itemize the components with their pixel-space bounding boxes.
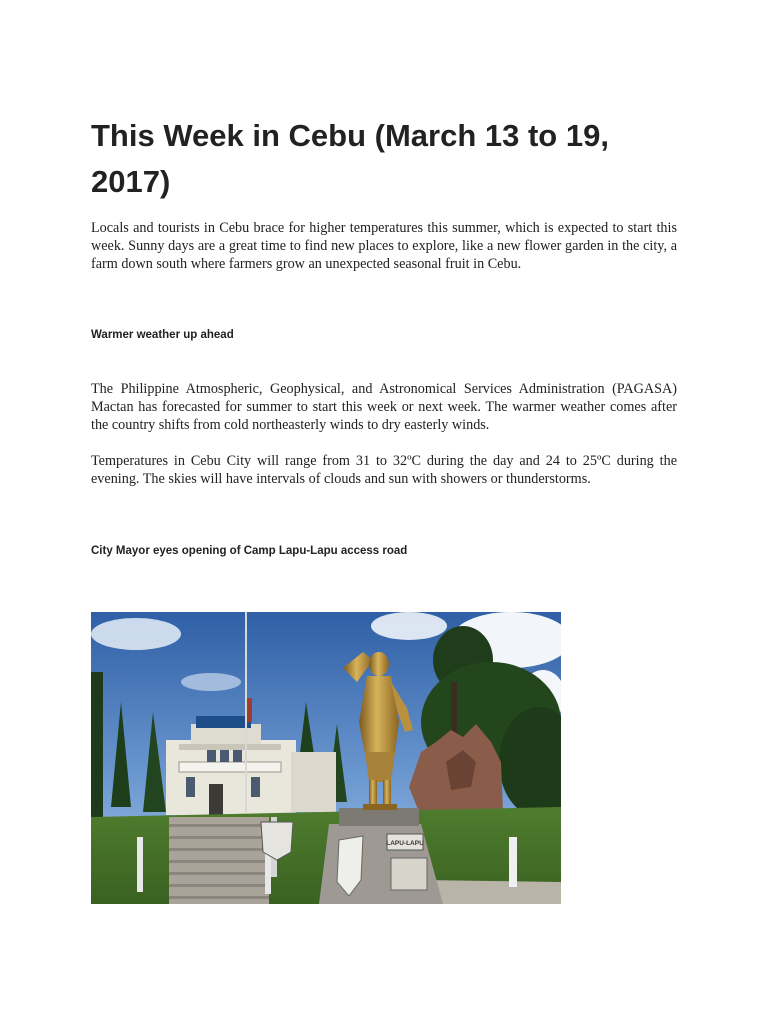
plaque-label: LAPU-LAPU <box>386 840 424 847</box>
article-title: This Week in Cebu (March 13 to 19, 2017) <box>91 118 609 199</box>
window <box>251 777 260 797</box>
pedestal-plaque <box>391 858 427 890</box>
monument-cap <box>339 808 419 826</box>
window <box>220 750 229 762</box>
window <box>186 777 195 797</box>
building <box>166 740 296 815</box>
lapu-lapu-monument-photo <box>91 612 561 904</box>
weather-paragraph-1: The Philippine Atmospheric, Geophysical, and Astronomical Services Administration (PAGASA) Mactan has forecasted for summer to start this week or next week. The warmer weather comes after the country shifts from cold northeasterly winds to dry easterly winds. <box>91 381 677 433</box>
balcony <box>179 762 281 772</box>
door <box>209 784 223 815</box>
cloud <box>91 618 181 650</box>
building-wing <box>291 752 336 812</box>
tree <box>91 672 103 842</box>
lamp-post <box>509 837 517 887</box>
flagpole <box>245 612 247 812</box>
stairs <box>169 817 269 904</box>
weather-paragraph-2: Temperatures in Cebu City will range from 31 to 32ºC during the day and 24 to 25ºC during the evening. The skies will have intervals of clouds and sun with showers or thunderstorms. <box>91 453 677 487</box>
lamp-post <box>137 837 143 892</box>
flag <box>247 698 252 722</box>
intro-paragraph: Locals and tourists in Cebu brace for higher temperatures this summer, which is expected to start this week. Sunny days are a great time to find new places to explore, like a new flower garden in the city, a farm down south where farmers grow an unexpected seasonal fruit in Cebu. <box>91 220 677 272</box>
section-heading-weather: Warmer weather up ahead <box>91 329 234 341</box>
building-roof <box>179 744 281 750</box>
section-heading-access-road: City Mayor eyes opening of Camp Lapu-Lapu access road <box>91 545 408 557</box>
window <box>233 750 242 762</box>
building-sign <box>196 716 251 728</box>
cloud <box>181 673 241 691</box>
window <box>207 750 216 762</box>
cloud <box>371 612 447 640</box>
